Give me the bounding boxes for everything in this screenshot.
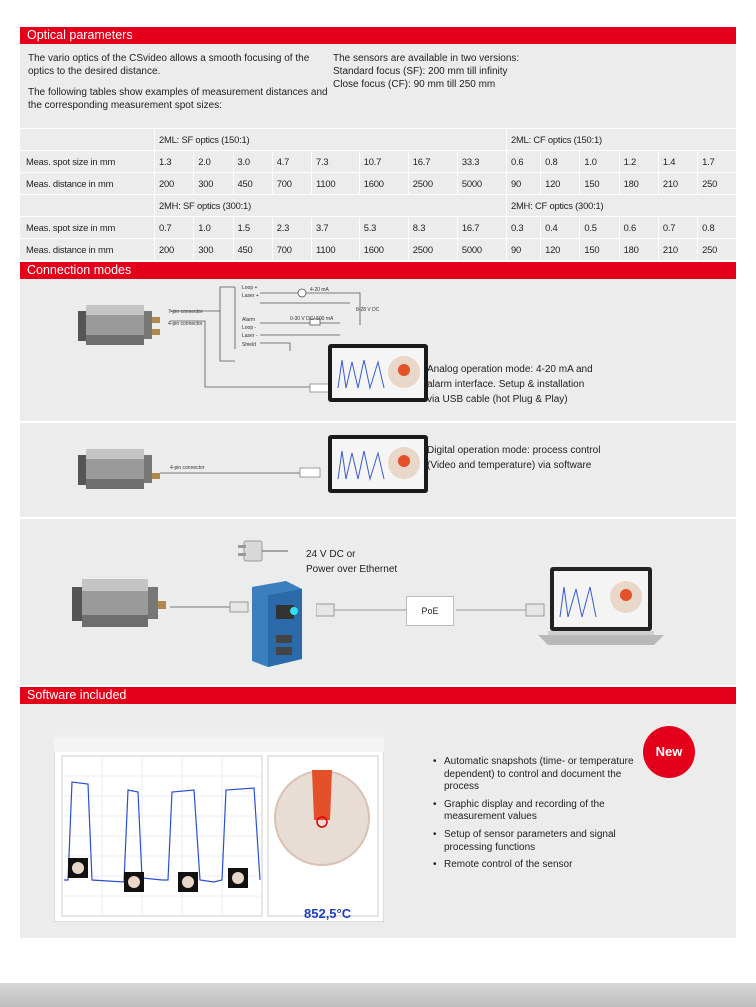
digital-mode-panel (20, 423, 736, 519)
list-item: • Setup of sensor parameters and signal processing functions (430, 829, 640, 854)
optics-table (20, 128, 736, 260)
list-item: • Automatic snapshots (time- or temperature dependent) to control and document the process (430, 756, 640, 794)
header-2ml-sf: 2ML: SF optics (150:1) (155, 129, 507, 151)
header-2mh-cf: 2MH: CF optics (300:1) (506, 195, 736, 217)
camera-icon (78, 445, 168, 493)
header-2mh-sf: 2MH: SF optics (300:1) (155, 195, 507, 217)
laptop-image (538, 565, 664, 647)
software-screenshot (54, 730, 384, 922)
power-text-2: Power over Ethernet (306, 564, 398, 575)
analog-text-3: via USB cable (hot Plug & Play) (427, 394, 568, 405)
row-label-distance: Meas. distance in mm (20, 173, 155, 195)
section-header-optical: Optical parameters (20, 27, 736, 44)
table-row: Meas. spot size in mm 1.3 2.0 3.0 4.7 7.3 10.7 16.7 33.3 0.6 0.8 1.0 1.2 1.4 1.7 (20, 151, 736, 173)
monitor-image (328, 344, 428, 402)
row-label-spot: Meas. spot size in mm (20, 217, 155, 239)
table-row: Meas. distance in mm 200 300 450 700 1100 1600 2500 5000 90 120 150 180 210 250 (20, 173, 736, 195)
analog-text-2: alarm interface. Setup & installation (427, 379, 585, 390)
temperature-readout: 852,5°C (304, 906, 352, 921)
camera-icon (72, 575, 172, 631)
camera-icon (78, 301, 168, 349)
header-2ml-cf: 2ML: CF optics (150:1) (506, 129, 736, 151)
row-label-spot: Meas. spot size in mm (20, 151, 155, 173)
pin4-label-digital: 4-pin connector (170, 465, 205, 471)
intro-versions-text: The sensors are available in two versions: (333, 53, 520, 64)
section-header-connection: Connection modes (20, 262, 736, 279)
intro-sf-text: Standard focus (SF): 200 mm till infinity (333, 66, 508, 77)
monitor-image (328, 435, 428, 493)
section-header-software: Software included (20, 687, 736, 704)
table-row: Meas. distance in mm 200 300 450 700 1100 1600 2500 5000 90 120 150 180 210 250 (20, 239, 736, 261)
power-plug-icon (238, 535, 288, 571)
footer-band (0, 983, 756, 1007)
software-panel (20, 704, 736, 938)
poe-box: PoE (406, 596, 454, 626)
power-text-1: 24 V DC or (306, 549, 356, 560)
new-badge: New (643, 726, 695, 778)
poe-mode-panel (20, 519, 736, 687)
software-features-list (430, 756, 640, 877)
pin4-label: 4-pin connector (168, 321, 203, 327)
digital-text-1: Digital operation mode: process control (427, 445, 601, 456)
intro-cf-text: Close focus (CF): 90 mm till 250 mm (333, 79, 496, 90)
intro-tables-text: The following tables show examples of measurement distances and the corresponding measurement spot sizes: (28, 87, 328, 111)
datasheet-page (20, 27, 736, 938)
analog-mode-panel: 7-pin connector 4-pin connector Loop + Laser + 4-20 mA 8-28 V DC Alarm 0-30 V DC/ 500 mA Loop - Laser - Shield Analog operation mode: 4-20 mA and alarm interface. Setup & installation via USB cable (hot Plug & Play) (20, 279, 736, 423)
intro-vario-text: The vario optics of the CSvideo allows a smooth focusing of the optics to the desired distance. (28, 53, 310, 77)
row-label-distance: Meas. distance in mm (20, 239, 155, 261)
table-row: Meas. spot size in mm 0.7 1.0 1.5 2.3 3.7 5.3 8.3 16.7 0.3 0.4 0.5 0.6 0.7 0.8 (20, 217, 736, 239)
optical-intro (20, 44, 736, 128)
pin7-label: 7-pin connector (168, 309, 203, 315)
analog-text-1: Analog operation mode: 4-20 mA and (427, 364, 593, 375)
digital-text-2: (Video and temperature) via software (427, 460, 592, 471)
list-item: • Graphic display and recording of the measurement values (430, 799, 640, 824)
list-item: • Remote control of the sensor (430, 859, 640, 872)
poe-module-icon (246, 581, 308, 669)
camera-cable (170, 599, 250, 615)
